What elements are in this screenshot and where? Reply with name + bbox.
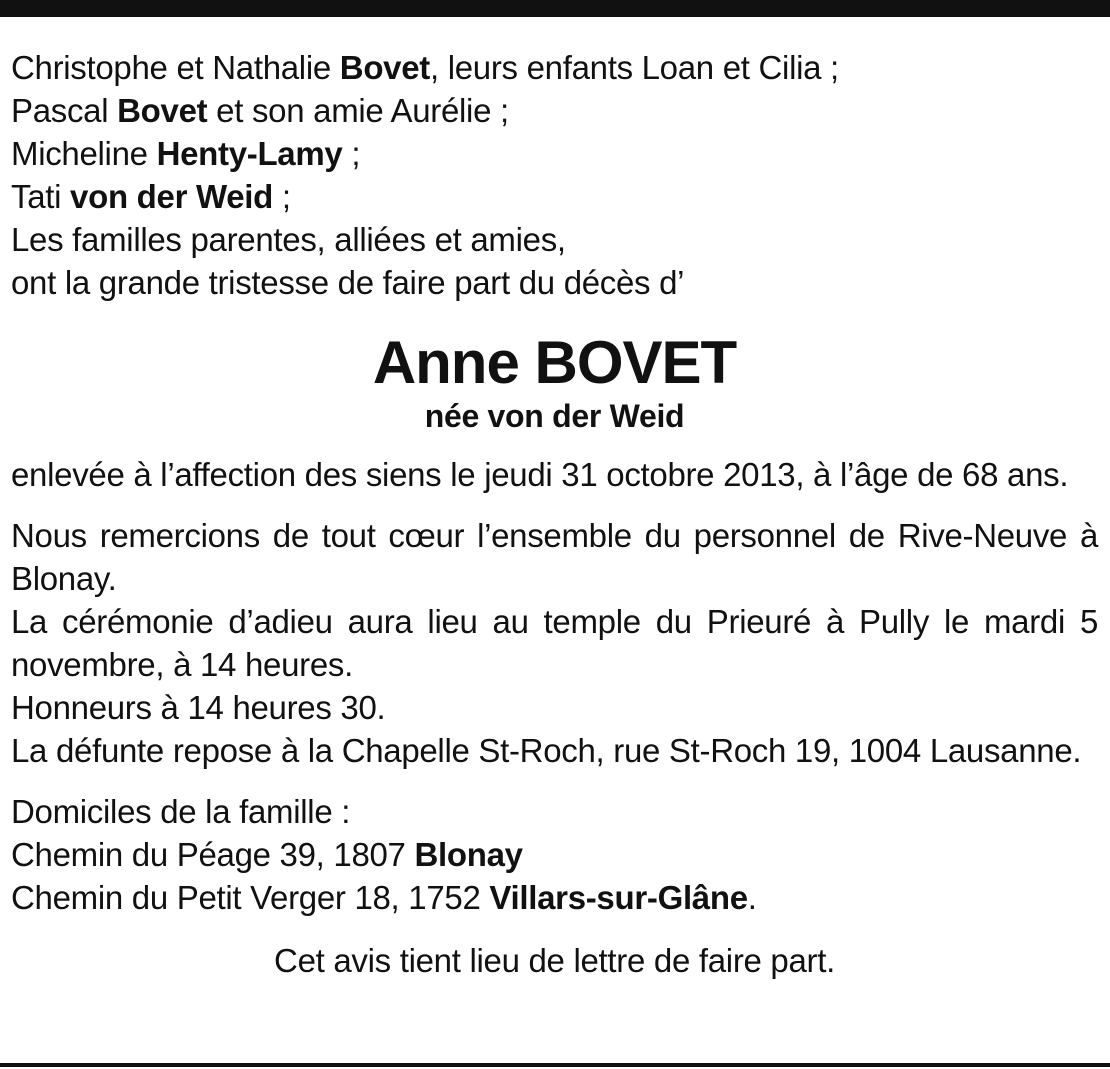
- deceased-heading: [11, 331, 1098, 435]
- ceremony-paragraph: La cérémonie d’adieu aura lieu au temple du Prieuré à Pully le mardi 5 novembre, à 14 heures.: [11, 603, 1098, 683]
- bottom-border-rule: [0, 1063, 1110, 1067]
- deceased-maiden-name: née von der Weid: [424, 398, 685, 434]
- home-address-2-street: Chemin du Petit Verger 18, 1752: [11, 879, 490, 916]
- family-line-6: ont la grande tristesse de faire part du décès d’: [11, 264, 685, 301]
- closing-note: Cet avis tient lieu de lettre de faire part.: [274, 942, 835, 979]
- home-address-2-town: Villars-sur-Glâne: [489, 879, 748, 916]
- honors-line: Honneurs à 14 heures 30.: [11, 689, 386, 726]
- family-line-2-surname: Bovet: [117, 92, 208, 129]
- family-line-4-rest: ;: [273, 178, 291, 215]
- rests-line: La défunte repose à la Chapelle St-Roch, rue St-Roch 19, 1004 Lausanne.: [11, 732, 1082, 769]
- family-line-1-text: Christophe et Nathalie: [11, 49, 340, 86]
- family-line-3-rest: ;: [342, 135, 361, 172]
- family-line-1-rest: , leurs enfants Loan et Cilia ;: [429, 49, 839, 86]
- family-homes: [11, 790, 1098, 919]
- family-line-2: [11, 89, 1098, 132]
- deceased-name: Anne BOVET: [372, 329, 737, 396]
- thanks-paragraph: Nous remercions de tout cœur l’ensemble du personnel de Rive-Neuve à Blonay.: [11, 517, 1098, 597]
- family-line-2-rest: et son amie Aurélie ;: [207, 92, 509, 129]
- homes-heading: Domiciles de la famille :: [11, 793, 351, 830]
- obituary-notice: [11, 46, 1098, 982]
- family-line-1-surname: Bovet: [339, 49, 430, 86]
- home-address-1-street: Chemin du Péage 39, 1807: [11, 836, 415, 873]
- family-line-5: Les familles parentes, alliées et amies,: [11, 221, 566, 258]
- family-list: [11, 46, 1098, 304]
- family-line-2-text: Pascal: [11, 92, 118, 129]
- family-line-4-text: Tati: [11, 178, 71, 215]
- home-address-2: [11, 876, 1098, 919]
- family-line-3-text: Micheline: [11, 135, 157, 172]
- top-border-rule: [0, 0, 1110, 17]
- family-line-4-surname: von der Weid: [70, 178, 274, 215]
- family-line-3: [11, 132, 1098, 175]
- home-address-1: [11, 833, 1098, 876]
- family-line-4: [11, 175, 1098, 218]
- family-line-3-surname: Henty-Lamy: [156, 135, 343, 172]
- home-address-1-town: Blonay: [414, 836, 523, 873]
- death-notice: enlevée à l’affection des siens le jeudi 31 octobre 2013, à l’âge de 68 ans.: [11, 456, 1069, 493]
- family-line-1: [11, 46, 1098, 89]
- details-block: [11, 514, 1098, 772]
- home-address-2-rest: .: [747, 879, 757, 916]
